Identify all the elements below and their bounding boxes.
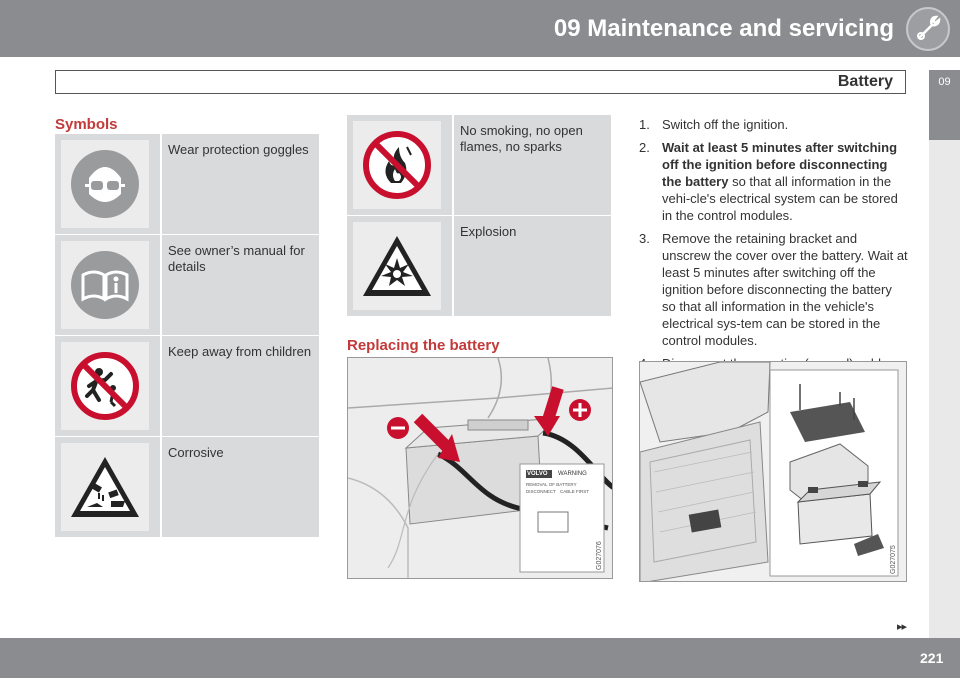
symbol-label: Explosion <box>460 224 517 239</box>
section-header <box>55 70 906 94</box>
replace-battery-heading: Replacing the battery <box>347 337 500 354</box>
symbol-label: See owner’s manual for details <box>168 243 305 274</box>
figure-code: G027076 <box>596 541 603 570</box>
symbol-label: No smoking, no open flames, no sparks <box>460 123 583 154</box>
wrench-icon <box>906 7 950 51</box>
step-item: 2. Wait at least 5 minutes after switching off the ignition before disconnecting the battery so that all information in the vehi-cle's electrical system can be stored in the control modules. <box>639 140 898 223</box>
goggles-icon <box>61 140 149 228</box>
symbol-row <box>55 235 319 335</box>
symbol-row <box>55 134 319 234</box>
warning-label-text: DISCONNECT <box>526 489 556 494</box>
warning-label-text: REMOVAL OF BATTERY <box>526 482 577 487</box>
figure-code: G027075 <box>890 545 897 574</box>
warning-label-brand: VOLVO <box>527 471 548 477</box>
symbol-row <box>347 115 611 215</box>
trunk-battery-illustration <box>639 361 907 582</box>
warning-label-text: CABLE FIRST <box>560 489 590 494</box>
side-tab-label: 09 <box>938 76 951 88</box>
no-flame-icon <box>353 121 441 209</box>
manual-info-icon <box>61 241 149 329</box>
symbol-row <box>347 216 611 316</box>
instruction-steps <box>639 116 909 395</box>
step-item: 1. Switch off the ignition. <box>639 117 789 132</box>
symbol-label: Corrosive <box>168 445 224 460</box>
chapter-title: 09 Maintenance and servicing <box>553 15 894 42</box>
chapter-side-tab[interactable] <box>929 70 960 140</box>
warning-label-title: WARNING <box>558 471 587 477</box>
symbol-label: Keep away from children <box>168 344 312 359</box>
symbols-heading: Symbols <box>55 116 118 133</box>
section-title: Battery <box>837 73 893 90</box>
side-strip <box>929 140 960 638</box>
next-page-arrows: ▸▸ <box>897 621 907 633</box>
corrosive-icon <box>61 443 149 531</box>
footer-bar <box>0 638 960 678</box>
symbol-row <box>55 336 319 436</box>
step-item: 3. Remove the retaining bracket and unscrew the cover over the battery. Wait at least 5 minutes after switching off the ignition before disconnecting the battery so that all information in the vehicle's electrical sys-tem can be stored in the control modules. <box>639 231 908 348</box>
explosion-icon <box>353 222 441 310</box>
no-children-icon <box>61 342 149 430</box>
symbol-row <box>55 437 319 537</box>
symbol-label: Wear protection goggles <box>168 142 309 157</box>
page-number: 221 <box>920 650 944 666</box>
battery-terminal-illustration <box>347 357 613 579</box>
